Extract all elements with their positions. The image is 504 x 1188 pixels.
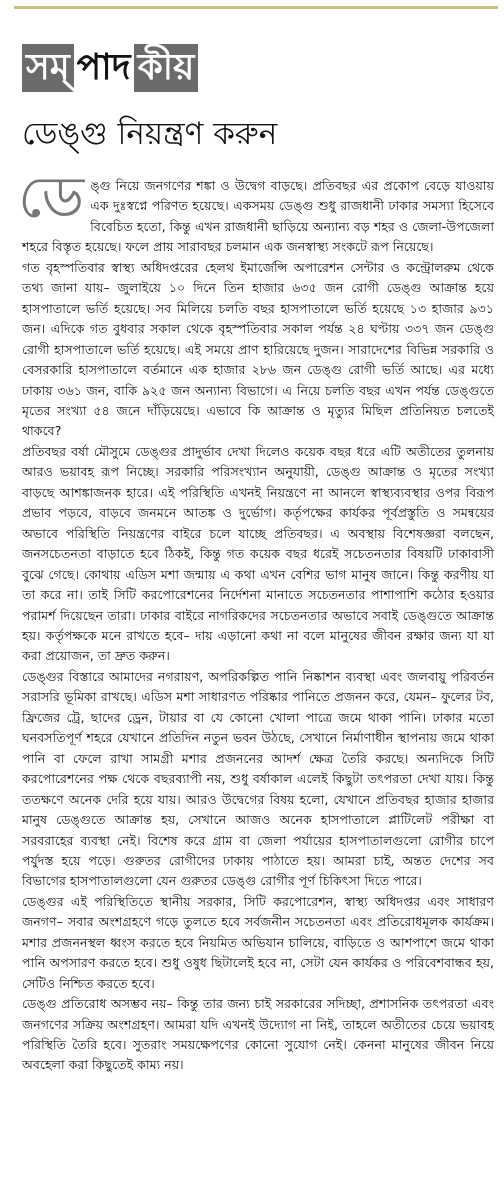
editorial-masthead [22,44,198,92]
paragraph-5: ডেঙ্গুর এই পরিস্থিতিতে স্থানীয় সরকার, সিটি করপোরেশন, স্বাস্থ্য অধিদপ্তর এবং সাধারণ জনগণ– সবার অংশগ্রহণে গড়ে তুলতে হবে সর্বজনীন সচেতনতা এবং প্রতিরোধমূলক কার্যক্রম। মশার প্রজননস্থল ধ্বংস করতে হবে নিয়মিত অভিযান চালিয়ে, বাড়িতে ও আশপাশে জমে থাকা পানি অপসারণ করতে হবে। শুধু ওষুধ ছিটালেই হবে না, সেটা যেন কার্যকর ও পরিবেশবান্ধব হয়, সেটিও নিশ্চিত করতে হবে। [22,893,494,991]
masthead-part-1: সম্ [22,44,74,92]
paragraph-6: ডেঙ্গু প্রতিরোধ অসম্ভব নয়– কিন্তু তার জন্য চাই সরকারের সদিচ্ছা, প্রশাসনিক তৎপরতা এবং জনগণের সক্রিয় অংশগ্রহণ। আমরা যদি এখনই উদ্যোগ না নিই, তাহলে অতীতের চেয়ে ভয়াবহ পরিস্থিতি তৈরি হবে। সুতরাং সময়ক্ষেপণের কোনো সুযোগ নেই। কেননা মানুষের জীবন নিয়ে অবহেলা করা কিছুতেই কাম্য নয়। [22,996,494,1073]
headline: ডেঙ্গু নিয়ন্ত্রণ করুন [22,116,278,152]
paragraph-1 [18,163,494,258]
paragraph-2: গত বৃহস্পতিবার স্বাস্থ্য অধিদপ্তরের হেলথ ইমার্জেন্সি অপারেশন সেন্টার ও কন্ট্রোলরুম থেকে তথ্য জানা যায়– জুলাইয়ে ১০ দিনে তিন হাজার ৬৩৫ জন রোগী ডেঙ্গু আক্রান্ত হয়ে হাসপাতালে ভর্তি হয়েছে। সব মিলিয়ে চলতি বছর হাসপাতালে ভর্তি হয়েছে ১৩ হাজার ৯৩১ জন। এদিকে গত বুধবার সকাল থেকে বৃহস্পতিবার সকাল পর্যন্ত ২৪ ঘণ্টায় ৩৩৭ জন ডেঙ্গু রোগী হাসপাতালে ভর্তি হয়েছে। এই সময়ে প্রাণ হারিয়েছে দুজন। সারাদেশের বিভিন্ন সরকারি ও বেসরকারি হাসপাতালে বর্তমানে এক হাজার ২৮৬ জন ডেঙ্গু রোগী ভর্তি আছে। এর মধ্যে ঢাকায় ৩৬১ জন, বাকি ৯২৫ জন অন্যান্য বিভাগে। এ নিয়ে চলতি বছর এখন পর্যন্ত ডেঙ্গুতে মৃতের সংখ্যা ৫৪ জনে দাঁড়িয়েছে। এভাবে কি আক্রান্ত ও মৃত্যুর মিছিল প্রতিনিয়ত চলতেই থাকবে? [22,259,494,439]
paragraph-4: ডেঙ্গুর বিস্তারে আমাদের নগরায়ণ, অপরিকল্পিত পানি নিষ্কাশন ব্যবস্থা এবং জলবায়ু পরিবর্তন সরাসরি ভূমিকা রাখছে। এডিস মশা সাধারণত পরিষ্কার পানিতে প্রজনন করে, যেমন– ফুলের টব, ফ্রিজের ট্রে, ছাদের ড্রেন, টায়ার বা যে কোনো খোলা পাত্রে জমে থাকা পানি। ঢাকার মতো ঘনবসতিপূর্ণ শহরে যেখানে প্রতিদিন নতুন ভবন উঠছে, সেখানে নির্মাণাধীন স্থাপনায় জমে থাকা পানি বা ফেলে রাখা সামগ্রী মশার প্রজননের আদর্শ ক্ষেত্র তৈরি করছে। অন্যদিকে সিটি করপোরেশনের পক্ষ থেকে বছরব্যাপী নয়, শুধু বর্ষাকাল এলেই কিছুটা তৎপরতা দেখা যায়। কিন্তু ততক্ষণে অনেক দেরি হয়ে যায়। আরও উদ্বেগের বিষয় হলো, যেখানে প্রতিবছর হাজার হাজার মানুষ ডেঙ্গুতে আক্রান্ত হয়, সেখানে আজও অনেক হাসপাতালে প্লাটিলেট পরীক্ষা বা সরবরাহের ব্যবস্থা নেই। বিশেষ করে গ্রাম বা জেলা পর্যায়ের হাসপাতালগুলো রোগীর চাপে পর্যুদস্ত হয়ে পড়ে। গুরুতর রোগীদের ঢাকায় পাঠাতে হয়। আমরা চাই, অন্তত দেশের সব বিভাগের হাসপাতালগুলো যেন গুরুতর ডেঙ্গু রোগীর পূর্ণ চিকিৎসা দিতে পারে। [22,668,494,889]
paragraph-1-text: ঙ্গু নিয়ে জনগণের শঙ্কা ও উদ্বেগ বাড়ছে। প্রতিবছর এর প্রকোপ বেড়ে যাওয়ায় এক দুঃস্বপ্নে পরিণত হয়েছে। একসময় ডেঙ্গু শুধু রাজধানী ঢাকার সমস্যা হিসেবে বিবেচিত হতো, কিন্তু এখন রাজধানী ছাড়িয়ে অন্যান্য বড় শহর ও জেলা-উপজেলা শহরে বিস্তৃত হয়েছে। ফলে প্রায় সারাবছর চলমান এক জনস্বাস্থ্য সংকটে রূপ নিয়েছে। [22,178,494,255]
top-rule [14,6,498,9]
masthead-part-2: পাদ [76,47,131,88]
masthead-part-3: কীয় [134,44,199,92]
paragraph-3: প্রতিবছর বর্ষা মৌসুমে ডেঙ্গুর প্রাদুর্ভাব দেখা দিলেও কয়েক বছর ধরে এটি অতীতের তুলনায় আরও ভয়াবহ রূপ নিচ্ছে। সরকারি পরিসংখ্যান অনুযায়ী, ডেঙ্গু আক্রান্ত ও মৃতের সংখ্যা বাড়ছে আশঙ্কাজনক হারে। এই পরিস্থিতি এখনই নিয়ন্ত্রণে না আনলে স্বাস্থ্যব্যবস্থার ওপর বিরূপ প্রভাব পড়বে, বাড়বে জনমনে আতঙ্ক ও দুর্ভোগ। কর্তৃপক্ষের কার্যকর পূর্বপ্রস্তুতি ও সমন্বয়ের অভাবে পরিস্থিতি নিয়ন্ত্রণের বাইরে চলে যাচ্ছে প্রতিবছর। এ অবস্থায় বিশেষজ্ঞরা বলছেন, জনসচেতনতা বাড়াতে হবে ঠিকই, কিন্তু গত কয়েক বছর ধরেই সচেতনতার বিষয়টি ঢাকাবাসী বুঝে গেছে। কোথায় এডিস মশা জন্মায় এ কথা এখন বেশির ভাগ মানুষ জানে। কিন্তু করণীয় যা তা করে না। তাই সিটি করপোরেশনের নির্দেশনা মানাতে সচেতনতার পাশাপাশি কঠোর হওয়ার পরামর্শ দিয়েছেন তারা। ঢাকার বাইরে নাগরিকদের সচেতনতার অভাবে সবাই ডেঙ্গুতে আক্রান্ত হয়। কর্তৃপক্ষকে মনে রাখতে হবে– দায় এড়ানো কথা না বলে মানুষের জীবন রক্ষার জন্য যা যা করা প্রয়োজন, তা দ্রুত করুন। [22,443,494,664]
article-body [18,163,494,1076]
drop-cap: ডে [18,163,85,231]
